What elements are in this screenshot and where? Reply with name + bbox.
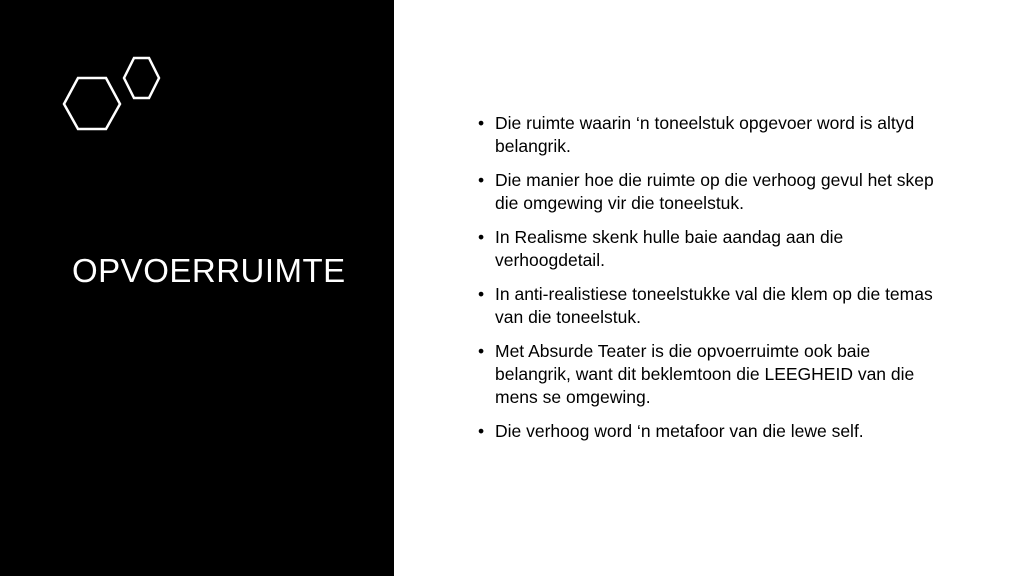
bullet-item (478, 226, 938, 272)
bullet-marker: • (478, 227, 485, 247)
bullet-marker: • (478, 170, 485, 190)
bullet-text: In Realisme skenk hulle baie aandag aan die verhoogdetail. (495, 227, 844, 270)
bullet-list (478, 112, 938, 454)
small-hexagon-icon (124, 58, 159, 98)
hexagon-pair-icon (60, 54, 164, 132)
bullet-text: Met Absurde Teater is die opvoerruimte ook baie belangrik, want dit beklemtoon die LEEGHEID van die mens se omgewing. (495, 341, 915, 407)
bullet-text: Die ruimte waarin ‘n toneelstuk opgevoer word is altyd belangrik. (495, 113, 915, 156)
bullet-marker: • (478, 421, 485, 441)
bullet-item (478, 283, 938, 329)
bullet-text: Die verhoog word ‘n metafoor van die lewe self. (495, 421, 864, 441)
bullet-item (478, 112, 938, 158)
bullet-marker: • (478, 341, 485, 361)
large-hexagon-icon (64, 78, 120, 129)
bullet-item (478, 420, 938, 443)
bullet-item (478, 169, 938, 215)
slide-title: OPVOERRUIMTE (72, 252, 346, 289)
left-panel (0, 0, 394, 576)
bullet-text: In anti-realistiese toneelstukke val die klem op die temas van die toneelstuk. (495, 284, 933, 327)
bullet-text: Die manier hoe die ruimte op die verhoog gevul het skep die omgewing vir die toneelstuk. (495, 170, 934, 213)
bullet-marker: • (478, 284, 485, 304)
bullet-item (478, 340, 938, 409)
bullet-marker: • (478, 113, 485, 133)
